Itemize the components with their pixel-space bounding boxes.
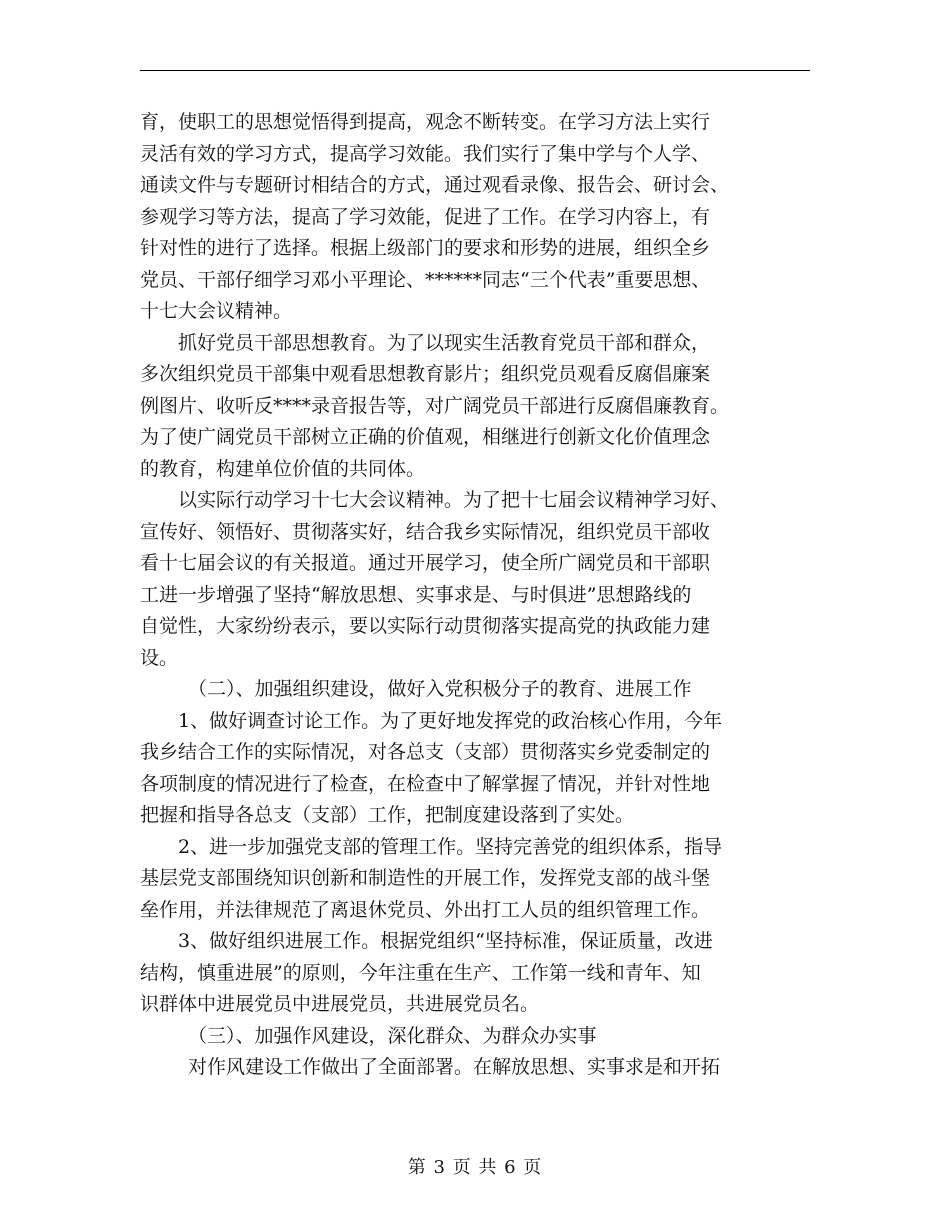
text-line: （二）、加强组织建设，做好入党积极分子的教育、进展工作 xyxy=(188,678,692,700)
text-line: 识群体中进展党员中进展党员，共进展党员名。 xyxy=(140,993,540,1015)
text-line: 通读文件与专题研讨相结合的方式，通过观看录像、报告会、研讨会、 xyxy=(140,174,730,196)
text-line: 党员、干部仔细学习邓小平理论、******同志“三个代表”重要思想、 xyxy=(140,268,711,291)
text-line: 以实际行动学习十七大会议精神。为了把十七届会议精神学习好、 xyxy=(178,489,730,511)
text-line: 2、进一步加强党支部的管理工作。坚持完善党的组织体系，指导 xyxy=(178,835,723,858)
text-line: 的教育，构建单位价值的共同体。 xyxy=(140,457,426,480)
text-line: （三）、加强作风建设，深化群众、为群众办实事 xyxy=(188,1024,597,1047)
text-line: 1、做好调查讨论工作。为了更好地发挥党的政治核心作用，今年 xyxy=(178,709,723,732)
header-rule xyxy=(140,70,810,71)
text-line: 抓好党员干部思想教育。为了以现实生活教育党员干部和群众， xyxy=(178,331,711,354)
text-line: 看十七届会议的有关报道。通过开展学习，使全所广阔党员和干部职 xyxy=(140,552,711,574)
document-body xyxy=(140,107,812,1084)
page-number-footer: 第 3 页 共 6 页 xyxy=(407,1157,543,1178)
text-line: 自觉性，大家纷纷表示，要以实际行动贯彻落实提高党的执政能力建 xyxy=(140,615,711,637)
text-line: 垒作用，并法律规范了离退休党员、外出打工人员的组织管理工作。 xyxy=(140,898,711,921)
text-line: 基层党支部围绕知识创新和制造性的开展工作，发挥党支部的战斗堡 xyxy=(140,867,711,889)
text-line: 十七大会议精神。 xyxy=(140,300,293,322)
text-line: 灵活有效的学习方式，提高学习效能。我们实行了集中学与个人学、 xyxy=(140,142,711,165)
text-line: 对作风建设工作做出了全面部署。在解放思想、实事求是和开拓 xyxy=(188,1056,721,1078)
text-line: 针对性的进行了选择。根据上级部门的要求和形势的进展，组织全乡 xyxy=(140,237,711,259)
text-line: 为了使广阔党员干部树立正确的价值观，相继进行创新文化价值理念 xyxy=(140,426,711,448)
text-line: 例图片、收听反****录音报告等，对广阔党员干部进行反腐倡廉教育。 xyxy=(140,394,730,417)
text-line: 我乡结合工作的实际情况，对各总支（支部）贯彻落实乡党委制定的 xyxy=(140,741,711,763)
text-line: 工进一步增强了坚持“解放思想、实事求是、与时俱进”思想路线的 xyxy=(140,583,692,606)
text-line: 3、做好组织进展工作。根据党组织“坚持标准，保证质量，改进 xyxy=(178,930,713,952)
text-line: 宣传好、领悟好、贯彻落实好，结合我乡实际情况，组织党员干部收 xyxy=(140,520,711,543)
text-line: 多次组织党员干部集中观看思想教育影片；组织党员观看反腐倡廉案 xyxy=(140,363,711,385)
text-line: 设。 xyxy=(140,646,179,669)
text-line: 参观学习等方法，提高了学习效能，促进了工作。在学习内容上，有 xyxy=(140,205,711,228)
text-line: 各项制度的情况进行了检查，在检查中了解掌握了情况，并针对性地 xyxy=(140,772,711,795)
text-line: 结构，慎重进展”的原则，今年注重在生产、工作第一线和青年、知 xyxy=(140,961,701,984)
text-line: 把握和指导各总支（支部）工作，把制度建设落到了实处。 xyxy=(140,804,635,826)
text-line: 育，使职工的思想觉悟得到提高，观念不断转变。在学习方法上实行 xyxy=(140,111,711,133)
